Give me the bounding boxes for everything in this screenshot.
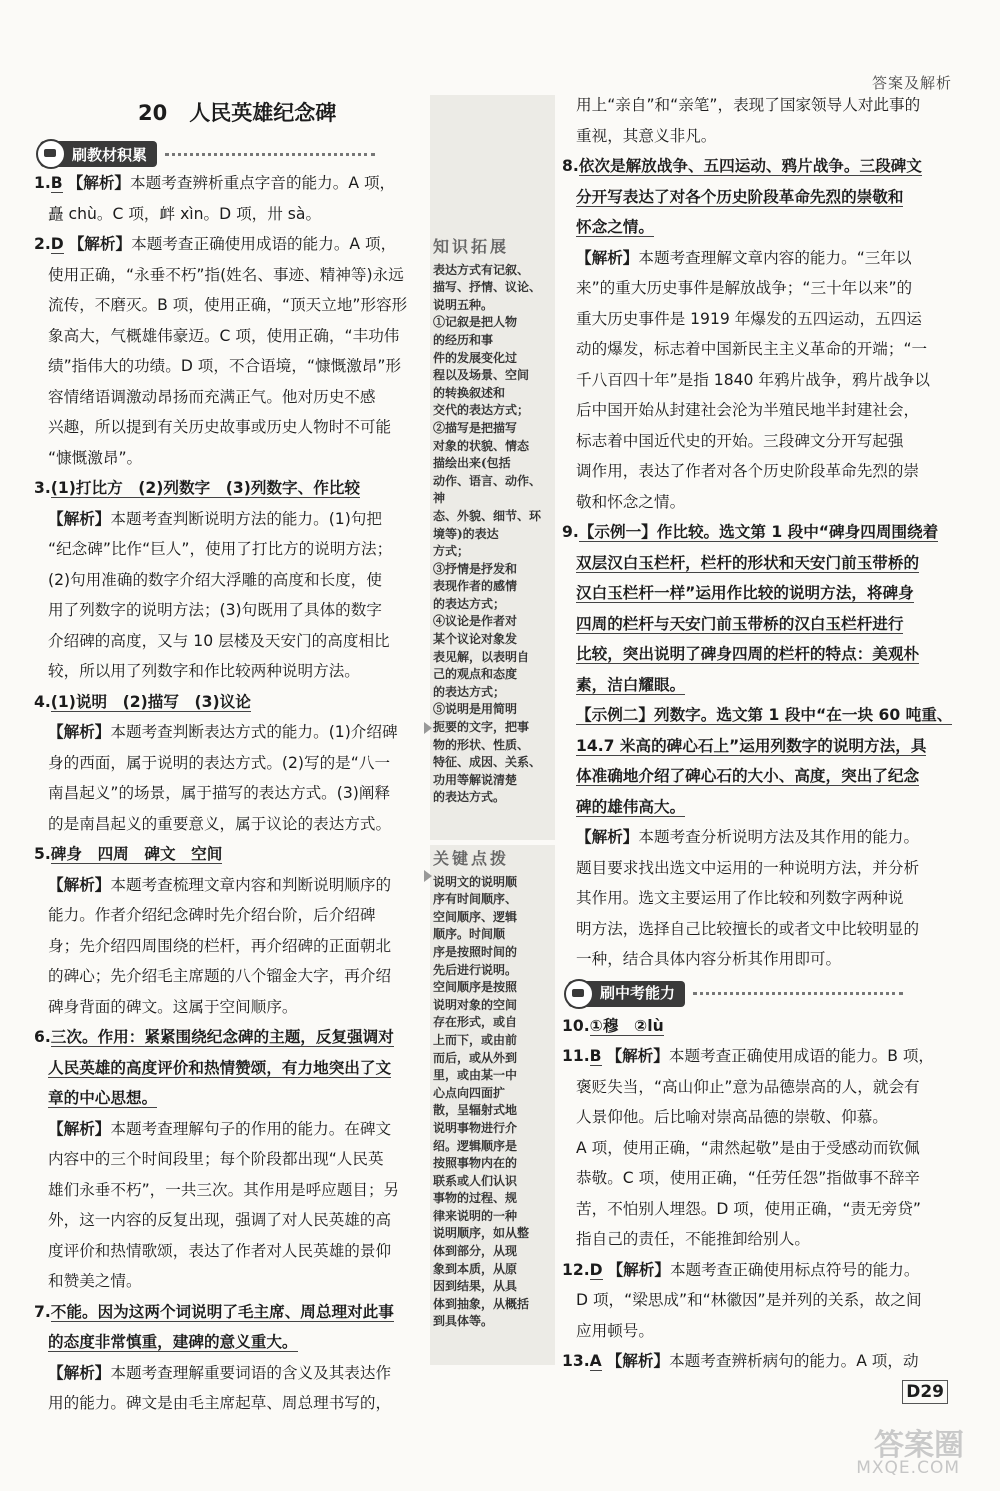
analysis-text: 外，这一内容的反复出现，强调了对人民英雄的高 — [48, 1211, 392, 1229]
analysis-text: 人景仰他。后比喻对崇高品德的崇敬、仰慕。 — [576, 1108, 888, 1126]
analysis-text: 其作用。选文主要运用了作比较和列数字两种说 — [576, 889, 904, 907]
answer-text: 14.7 米高的碑心石上”运用列数字的说明方法，具 — [576, 736, 927, 755]
sidebar-line: ④议论是作者对 — [433, 614, 518, 629]
question-number: 11. — [562, 1047, 590, 1065]
question-number: 13. — [562, 1352, 590, 1370]
sidebar-line: 程以及场景、空间 — [433, 368, 530, 383]
analysis-tag: 【解析】 — [48, 1363, 111, 1382]
analysis-text: 褒贬失当，“高山仰止”意为品德崇高的人，就会有 — [576, 1077, 920, 1096]
analysis-text: 后中国开始从封建社会沦为半殖民地半封建社会， — [576, 401, 920, 419]
sidebar-line: 的表达方式； — [433, 684, 506, 699]
analysis-text: 题目要求找出选文中运用的一种说明方法，并分析 — [576, 858, 920, 877]
analysis-text: “纪念碑”比作“巨人”，使用了打比方的说明方法； — [48, 540, 393, 558]
section-badge — [568, 981, 685, 1007]
sidebar-line: 表达方式有记叙、 — [433, 262, 530, 277]
analysis-text: 本题考查辨析重点字音的能力。A 项， — [130, 174, 396, 192]
analysis-text: 调作用，表达了作者对各个历史阶段革命先烈的崇 — [576, 462, 920, 480]
sidebar-line: 体到部分，从现 — [433, 1244, 518, 1259]
answer-text: 素，洁白耀眼。 — [576, 675, 686, 694]
analysis-text: 本题考查理解重要词语的含义及其表达作 — [110, 1363, 392, 1382]
book-icon — [564, 979, 594, 1009]
lesson-title: 人民英雄纪念碑 — [189, 101, 337, 125]
sidebar-line: ③抒情是抒发和 — [433, 561, 518, 576]
sidebar-line: 交代的表达方式； — [433, 403, 530, 418]
sidebar-line: 方式； — [433, 544, 470, 559]
analysis-text: 较，所以用了列数字和作比较两种说明方法。 — [48, 662, 360, 680]
analysis-text: 指自己的责任，不能推卸给别人。 — [576, 1230, 810, 1248]
analysis-text: 流传，不磨灭。B 项，使用正确，“顶天立地”形容形 — [48, 296, 408, 314]
sidebar-heading: 关键点拨 — [433, 849, 510, 868]
question-number: 2. — [34, 235, 51, 253]
sidebar-line: 功用等解说清楚 — [433, 772, 518, 787]
answer-item — [562, 1011, 956, 1042]
left-column — [34, 168, 426, 1419]
analysis-text: 本题考查分析说明方法及其作用的能力。 — [638, 828, 920, 846]
analysis-tag: 【解析】 — [48, 723, 111, 741]
answer-text: D — [589, 1260, 603, 1279]
analysis-text: 重视，其意义非凡。 — [576, 126, 717, 145]
analysis-text: 本题考查梳理文章内容和判断说明顺序的 — [110, 875, 392, 894]
sidebar-line: 描写、抒情、议论、 — [433, 280, 542, 295]
right-column — [562, 90, 956, 1377]
answer-item — [562, 1041, 956, 1255]
analysis-tag: 【解析】 — [48, 1119, 111, 1138]
question-number: 5. — [34, 845, 51, 863]
sidebar-heading: 知识拓展 — [433, 237, 510, 256]
sidebar-line: 的经历和事 — [433, 332, 494, 347]
analysis-text: 本题考查判断表达方式的能力。(1)介绍碑 — [110, 723, 398, 741]
sidebar-line: 说明对象的空间 — [433, 997, 518, 1012]
question-number: 3. — [34, 479, 51, 497]
analysis-text: 本题考查判断说明方法的能力。(1)句把 — [110, 509, 382, 528]
question-number: 7. — [34, 1302, 51, 1321]
analysis-text: 来”的重大历史事件是解放战争；“三十年以来”的 — [576, 279, 913, 297]
sidebar-line: 上而下，或由前 — [433, 1032, 518, 1047]
sidebar-line: 己的观点和态度 — [433, 667, 518, 682]
analysis-tag: 【解析】 — [606, 1047, 669, 1065]
sidebar-line: 动作、语言、动作、神 — [433, 473, 542, 506]
analysis-text: 恭敬。C 项，使用正确，“任劳任怨”指做事不辞辛 — [576, 1169, 920, 1187]
sidebar-line: 事物的过程、规 — [433, 1191, 518, 1206]
sidebar-line: 按照事物内在的 — [433, 1156, 518, 1171]
analysis-text: 南昌起义”的场景，属于描写的表达方式。(3)阐释 — [48, 784, 391, 802]
answer-text: 分开写表达了对各个历史阶段革命先烈的崇敬和 — [576, 187, 904, 206]
answer-item — [34, 168, 426, 229]
analysis-tag: 【解析】 — [576, 828, 639, 846]
question-number: 6. — [34, 1028, 51, 1046]
analysis-text: 矗 chù。C 项，衅 xìn。D 项，卅 sà。 — [48, 204, 322, 223]
page-number: D29 — [902, 1380, 948, 1404]
answer-text: 的态度非常慎重，建碑的意义重大。 — [48, 1333, 298, 1351]
sidebar-line: 说明事物进行介 — [433, 1120, 518, 1135]
section-badge — [40, 141, 157, 167]
answer-item — [562, 517, 956, 975]
question-number: 4. — [34, 692, 51, 711]
analysis-text: 用上“亲自”和“亲笔”，表现了国家领导人对此事的 — [576, 96, 921, 114]
analysis-text: 应用顿号。 — [576, 1321, 654, 1340]
sidebar-line: 里，或由某一中 — [433, 1068, 518, 1083]
answer-text: 【示例二】列数字。选文第 1 段中“在一块 60 吨重、 — [576, 706, 953, 724]
answer-text: 【示例一】作比较。选文第 1 段中“碑身四周围绕着 — [578, 523, 939, 541]
analysis-text: 度评价和热情歌颂，表达了作者对人民英雄的景仰 — [48, 1241, 392, 1260]
analysis-text: 动的爆发，标志着中国新民主主义革命的开端；“一 — [576, 340, 928, 358]
section-label: 刷教材积累 — [72, 145, 148, 164]
analysis-text: 能力。作者介绍纪念碑时先介绍台阶，后介绍碑 — [48, 906, 376, 924]
analysis-text: 敬和怀念之情。 — [576, 492, 686, 511]
answer-item — [34, 1297, 426, 1419]
section-banner-textbook — [40, 139, 375, 169]
answer-text: 体准确地介绍了碑心石的大小、高度，突出了纪念 — [576, 767, 920, 785]
answer-item — [34, 229, 426, 473]
answer-item — [34, 687, 426, 840]
answer-text: 章的中心思想。 — [48, 1089, 158, 1107]
sidebar-line: 联系或人们认识 — [433, 1173, 518, 1188]
analysis-text: 重大历史事件是 1919 年爆发的五四运动，五四运 — [576, 309, 922, 328]
sidebar-line: 空间顺序、逻辑 — [433, 909, 518, 924]
sidebar-line: 到具体等。 — [433, 1314, 494, 1329]
section-banner-exam — [568, 979, 956, 1009]
analysis-text: 介绍碑的高度，又与 10 层楼及天安门的高度相比 — [48, 631, 390, 650]
answer-text: 双层汉白玉栏杆，栏杆的形状和天安门前玉带桥的 — [576, 553, 920, 572]
sidebar-line: 对象的状貌、情态 — [433, 438, 530, 453]
sidebar-line: ①记叙是把人物 — [433, 315, 518, 330]
analysis-text: 标志着中国近代史的开始。三段碑文分开写起强 — [576, 431, 904, 450]
watermark-url: MXQE.COM — [856, 1458, 960, 1478]
sidebar-line: 描绘出来(包括 — [433, 456, 511, 471]
sidebar-line: 律来说明的一种 — [433, 1208, 518, 1223]
dotted-divider — [693, 992, 903, 995]
answer-text: 人民英雄的高度评价和热情赞颂，有力地突出了文 — [48, 1058, 392, 1077]
sidebar-line: 因到结果，从具 — [433, 1279, 518, 1294]
question-number: 9. — [562, 523, 579, 541]
sidebar-line: 扼要的文字，把事 — [433, 720, 530, 735]
answer-item — [562, 1346, 956, 1377]
answer-text: 依次是解放战争、五四运动、鸦片战争。三段碑文 — [578, 157, 922, 175]
analysis-tag: 【解析】 — [606, 1352, 670, 1370]
analysis-text: 本题考查正确使用成语的能力。A 项， — [131, 235, 397, 253]
analysis-text: 一种，结合具体内容分析其作用即可。 — [576, 950, 842, 968]
sidebar-line: 散，呈辐射式地 — [433, 1103, 518, 1118]
answer-text: 三次。作用：紧紧围绕纪念碑的主题，反复强调对 — [50, 1028, 394, 1046]
sidebar-line: 物的形状、性质、 — [433, 737, 530, 752]
sidebar-line: 体到抽象，从概括 — [433, 1296, 530, 1311]
sidebar-line: 表现作者的感情 — [433, 579, 518, 594]
analysis-text: 碑身背面的碑文。这属于空间顺序。 — [48, 997, 298, 1016]
analysis-text: 兴趣，所以提到有关历史故事或历史人物时不可能 — [48, 418, 392, 436]
analysis-tag: 【解析】 — [576, 248, 639, 267]
analysis-text: 象高大，气概雄伟豪迈。C 项，使用正确，“丰功伟 — [48, 326, 400, 345]
lesson-number: 20 — [138, 101, 168, 125]
sidebar-line: 表见解，以表明自 — [433, 649, 530, 664]
sidebar-line: 顺序。时间顺 — [433, 927, 506, 942]
sidebar-line: 境等)的表达 — [433, 526, 499, 541]
answer-item — [34, 473, 426, 687]
section-label: 刷中考能力 — [600, 984, 676, 1003]
page-title — [138, 97, 336, 127]
analysis-text: (2)句用准确的数字介绍大浮雕的高度和长度，使 — [48, 570, 382, 589]
sidebar-line: 存在形式，或自 — [433, 1015, 518, 1030]
analysis-text: 身的西面，属于说明的表达方式。(2)写的是“八一 — [48, 753, 391, 772]
sidebar-line: 而后，或从外到 — [433, 1050, 518, 1065]
analysis-text: 使用正确，“永垂不朽”指(姓名、事迹、精神等)永远 — [48, 265, 404, 284]
sidebar-text — [433, 874, 551, 1331]
answer-text: 四周的栏杆与天安门前玉带桥的汉白玉栏杆进行 — [576, 614, 904, 633]
sidebar-line: 说明文的说明顺 — [433, 874, 518, 889]
analysis-text: 用的能力。碑文是由毛主席起草、周总理书写的， — [48, 1394, 392, 1412]
question-number: 12. — [562, 1260, 590, 1279]
answer-item — [34, 839, 426, 1022]
answer-text: A — [589, 1352, 602, 1370]
watermark-logo: 答案圈 — [874, 1428, 964, 1463]
header-section-label: 答案及解析 — [871, 74, 952, 92]
sidebar-line: 象到本质，从原 — [433, 1261, 518, 1276]
sidebar-line: 的表达方式； — [433, 596, 506, 611]
book-icon — [36, 139, 66, 169]
analysis-tag: 【解析】 — [48, 875, 111, 894]
sidebar-line: 说明五种。 — [433, 297, 494, 312]
sidebar-key-tips — [433, 850, 551, 1331]
sidebar-line: 的转换叙述和 — [433, 385, 506, 400]
sidebar-line: 某个议论对象发 — [433, 632, 518, 647]
sidebar-line: 序有时间顺序、 — [433, 892, 518, 907]
analysis-text: A 项，使用正确，“肃然起敬”是由于受感动而钦佩 — [576, 1138, 920, 1157]
sidebar-text — [433, 262, 551, 807]
sidebar-line: 态、外貌、细节、环 — [433, 508, 542, 523]
analysis-text: 千八百四十年”是指 1840 年鸦片战争，鸦片战争以 — [576, 370, 930, 389]
analysis-tag: 【解析】 — [67, 174, 131, 192]
analysis-text: 和赞美之情。 — [48, 1272, 142, 1290]
answer-text: 碑的雄伟高大。 — [576, 797, 686, 816]
sidebar-line: 件的发展变化过 — [433, 350, 518, 365]
answer-text: D — [50, 235, 64, 253]
analysis-text: 本题考查理解文章内容的能力。“三年以 — [638, 248, 912, 267]
analysis-text: 苦，不怕别人埋怨。D 项，使用正确，“责无旁贷” — [576, 1199, 921, 1218]
sidebar-line: ②描写是把描写 — [433, 420, 518, 435]
answer-text: ①穆 ②lù — [589, 1016, 664, 1035]
analysis-text: D 项，“梁思成”和“林徽因”是并列的关系，故之间 — [576, 1291, 922, 1309]
sidebar-line: 序是按照时间的 — [433, 944, 518, 959]
sidebar-line: 特征、成因、关系、 — [433, 755, 542, 770]
analysis-text: 用了列数字的说明方法；(3)句既用了具体的数字 — [48, 601, 382, 619]
sidebar-line: ⑤说明是用简明 — [433, 702, 518, 717]
sidebar-line: 绍。逻辑顺序是 — [433, 1138, 518, 1153]
answer-item — [562, 151, 956, 517]
analysis-text: 明方法，选择自己比较擅长的或者文中比较明显的 — [576, 919, 920, 938]
analysis-text: 本题考查辨析病句的能力。A 项，动 — [669, 1352, 919, 1370]
dotted-divider — [165, 153, 375, 156]
analysis-text: 的是南昌起义的重要意义，属于议论的表达方式。 — [48, 814, 392, 833]
analysis-tag: 【解析】 — [48, 509, 111, 528]
answer-text: 不能。因为这两个词说明了毛主席、周总理对此事 — [50, 1302, 394, 1321]
answer-text: 汉白玉栏杆一样”运用作比较的说明方法，将碑身 — [576, 584, 914, 602]
analysis-text: 本题考查正确使用成语的能力。B 项， — [668, 1047, 935, 1065]
analysis-text: 绩”指伟大的功绩。D 项，不合语境，“慷慨激昂”形 — [48, 357, 402, 375]
sidebar-line: 空间顺序是按照 — [433, 980, 518, 995]
answer-item — [34, 1022, 426, 1297]
sidebar-knowledge-expansion — [433, 238, 551, 807]
analysis-text: 雄们永垂不朽”，一共三次。其作用是呼应题目；另 — [48, 1180, 400, 1199]
answer-text: B — [50, 174, 63, 192]
analysis-text: 内容中的三个时间段里；每个阶段都出现“人民英 — [48, 1150, 384, 1168]
answer-text: (1)打比方 (2)列数字 (3)列数字、作比较 — [50, 479, 360, 497]
analysis-text: 本题考查正确使用标点符号的能力。 — [669, 1260, 920, 1279]
sidebar-line: 说明顺序，如从整 — [433, 1226, 530, 1241]
sidebar-line: 心点向四面扩 — [433, 1085, 506, 1100]
analysis-text: 容情绪语调激动昂扬而充满正气。他对历史不感 — [48, 387, 376, 406]
analysis-text: “慷慨激昂”。 — [48, 448, 143, 467]
analysis-text: 本题考查理解句子的作用的能力。在碑文 — [110, 1119, 392, 1138]
analysis-text: 身；先介绍四周围绕的栏杆，再介绍碑的正面朝北 — [48, 936, 392, 955]
analysis-tag: 【解析】 — [607, 1260, 670, 1279]
answer-text: 怀念之情。 — [576, 218, 654, 236]
question-number: 10. — [562, 1016, 590, 1035]
answer-text: 碑身 四周 碑文 空间 — [50, 845, 223, 863]
sidebar-line: 的表达方式。 — [433, 790, 506, 805]
answer-text: 比较，突出说明了碑身四周的栏杆的特点：美观朴 — [576, 645, 920, 663]
analysis-tag: 【解析】 — [68, 235, 132, 253]
analysis-text: 的碑心；先介绍毛主席题的八个镏金大字，再介绍 — [48, 967, 392, 985]
answer-text: (1)说明 (2)描写 (3)议论 — [50, 692, 251, 711]
answer-item — [562, 1255, 956, 1347]
question-number: 8. — [562, 157, 579, 175]
question-number: 1. — [34, 174, 51, 192]
answer-text: B — [589, 1047, 602, 1065]
sidebar-line: 先后进行说明。 — [433, 962, 518, 977]
